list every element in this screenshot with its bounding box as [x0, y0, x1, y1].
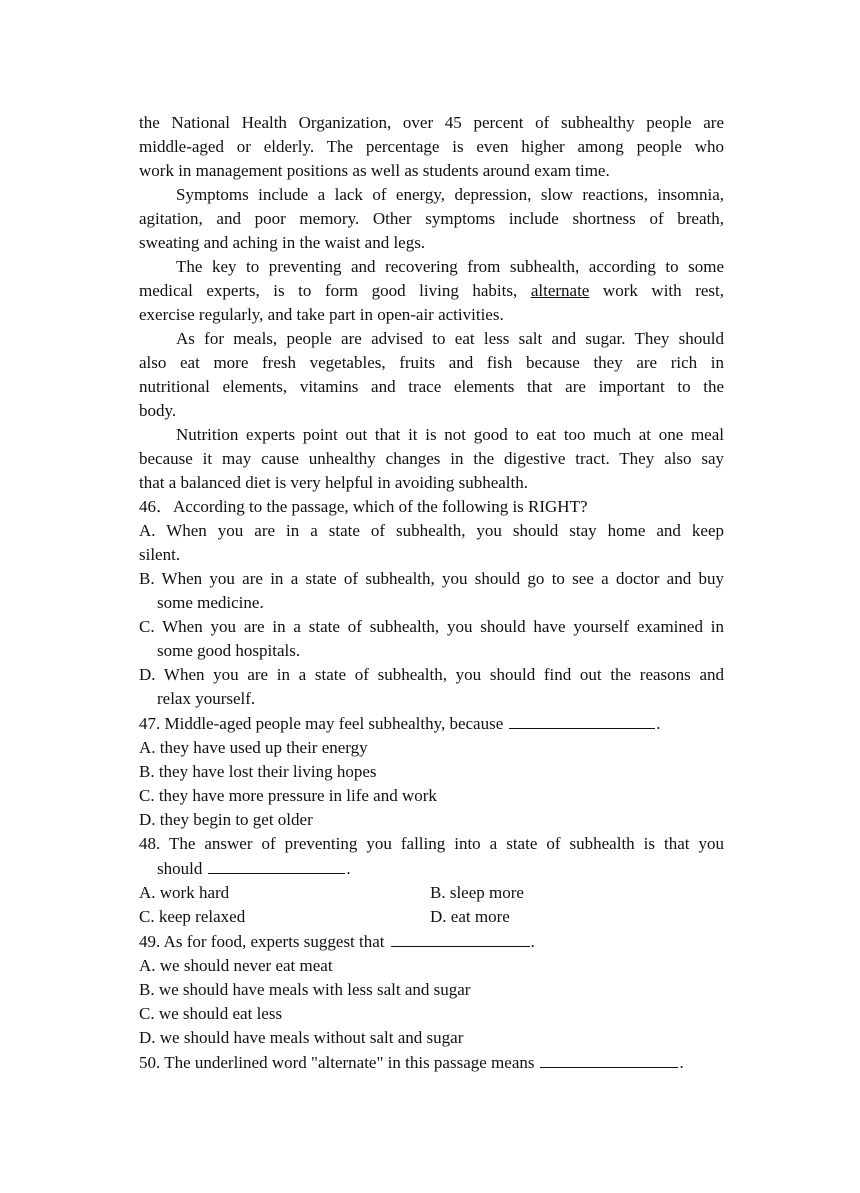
answer-blank[interactable] — [391, 929, 530, 947]
option-a-cont: silent. — [139, 545, 181, 564]
exam-page — [139, 111, 724, 1075]
question-50 — [139, 1050, 724, 1075]
text-line: sweating and aching in the waist and legs. — [139, 233, 426, 252]
text-line: Symptoms include a lack of energy, depression, slow reactions, insomnia, — [176, 185, 724, 204]
stem-end: . — [346, 859, 351, 878]
stem-end: . — [530, 932, 535, 951]
passage-paragraph-2 — [139, 183, 724, 255]
text-line: As for meals, people are advised to eat less salt and sugar. They should — [176, 329, 724, 348]
option-c: C. we should eat less — [139, 1004, 283, 1023]
question-stem — [139, 711, 724, 736]
option-d: D. eat more — [430, 907, 510, 926]
text-line: work in management positions as well as students around exam time. — [139, 161, 610, 180]
text-line: exercise regularly, and take part in open-air activities. — [139, 305, 504, 324]
text-line: body. — [139, 401, 177, 420]
text-line: also eat more fresh vegetables, fruits and fish because they are rich in — [139, 353, 724, 372]
option-a: A. we should never eat meat — [139, 956, 333, 975]
option-d-cont: relax yourself. — [157, 689, 256, 708]
answer-blank[interactable] — [208, 856, 345, 874]
question-48 — [139, 832, 724, 929]
options-row — [139, 905, 724, 929]
answer-blank[interactable] — [509, 711, 655, 729]
passage-paragraph-1 — [139, 111, 724, 183]
passage-paragraph-4 — [139, 327, 724, 423]
option-b: B. we should have meals with less salt and sugar — [139, 980, 471, 999]
underlined-word: alternate — [530, 281, 590, 300]
stem-text: should — [157, 859, 203, 878]
text-line: middle-aged or elderly. The percentage is even higher among people who — [139, 137, 724, 156]
question-47 — [139, 711, 724, 832]
option-d: D. When you are in a state of subhealth, you should find out the reasons and — [139, 665, 724, 684]
stem-text: 47. Middle-aged people may feel subhealthy, because — [139, 714, 504, 733]
option-a: A. work hard — [139, 883, 230, 902]
question-stem — [139, 929, 724, 954]
question-stem — [139, 1050, 724, 1075]
text-line: Nutrition experts point out that it is not good to eat too much at one meal — [176, 425, 724, 444]
passage-paragraph-5 — [139, 423, 724, 495]
text-line: the National Health Organization, over 45 percent of subhealthy people are — [139, 113, 724, 132]
passage-paragraph-3 — [139, 255, 724, 327]
option-b: B. sleep more — [430, 883, 524, 902]
text-line: The key to preventing and recovering from subhealth, according to some — [176, 257, 724, 276]
text-line: agitation, and poor memory. Other symptoms include shortness of breath, — [139, 209, 724, 228]
option-d: D. they begin to get older — [139, 810, 313, 829]
text-line: nutritional elements, vitamins and trace elements that are important to the — [139, 377, 724, 396]
text-line: because it may cause unhealthy changes in the digestive tract. They also say — [139, 449, 724, 468]
question-stem: 48. The answer of preventing you falling into a state of subhealth is that you — [139, 834, 724, 853]
stem-end: . — [679, 1053, 684, 1072]
question-46 — [139, 495, 724, 711]
text-line — [139, 279, 724, 303]
option-c: C. they have more pressure in life and work — [139, 786, 437, 805]
stem-end: . — [656, 714, 661, 733]
answer-blank[interactable] — [540, 1050, 678, 1068]
stem-text: 49. As for food, experts suggest that — [139, 932, 385, 951]
option-a: A. they have used up their energy — [139, 738, 368, 757]
question-stem-cont — [139, 856, 724, 881]
option-b-cont: some medicine. — [157, 593, 264, 612]
options-row — [139, 881, 724, 905]
option-d: D. we should have meals without salt and sugar — [139, 1028, 464, 1047]
option-c: C. When you are in a state of subhealth, you should have yourself examined in — [139, 617, 724, 636]
option-b: B. they have lost their living hopes — [139, 762, 377, 781]
option-a: A. When you are in a state of subhealth, you should stay home and keep — [139, 521, 724, 540]
option-c-cont: some good hospitals. — [157, 641, 301, 660]
option-c: C. keep relaxed — [139, 907, 246, 926]
stem-text: 50. The underlined word "alternate" in this passage means — [139, 1053, 535, 1072]
question-stem: 46．According to the passage, which of the following is RIGHT? — [139, 497, 588, 516]
text-fragment: work with rest, — [602, 281, 725, 300]
question-49 — [139, 929, 724, 1050]
text-fragment: medical experts, is to form good living habits, — [139, 281, 518, 300]
text-line: that a balanced diet is very helpful in avoiding subhealth. — [139, 473, 528, 492]
option-b: B. When you are in a state of subhealth, you should go to see a doctor and buy — [139, 569, 724, 588]
